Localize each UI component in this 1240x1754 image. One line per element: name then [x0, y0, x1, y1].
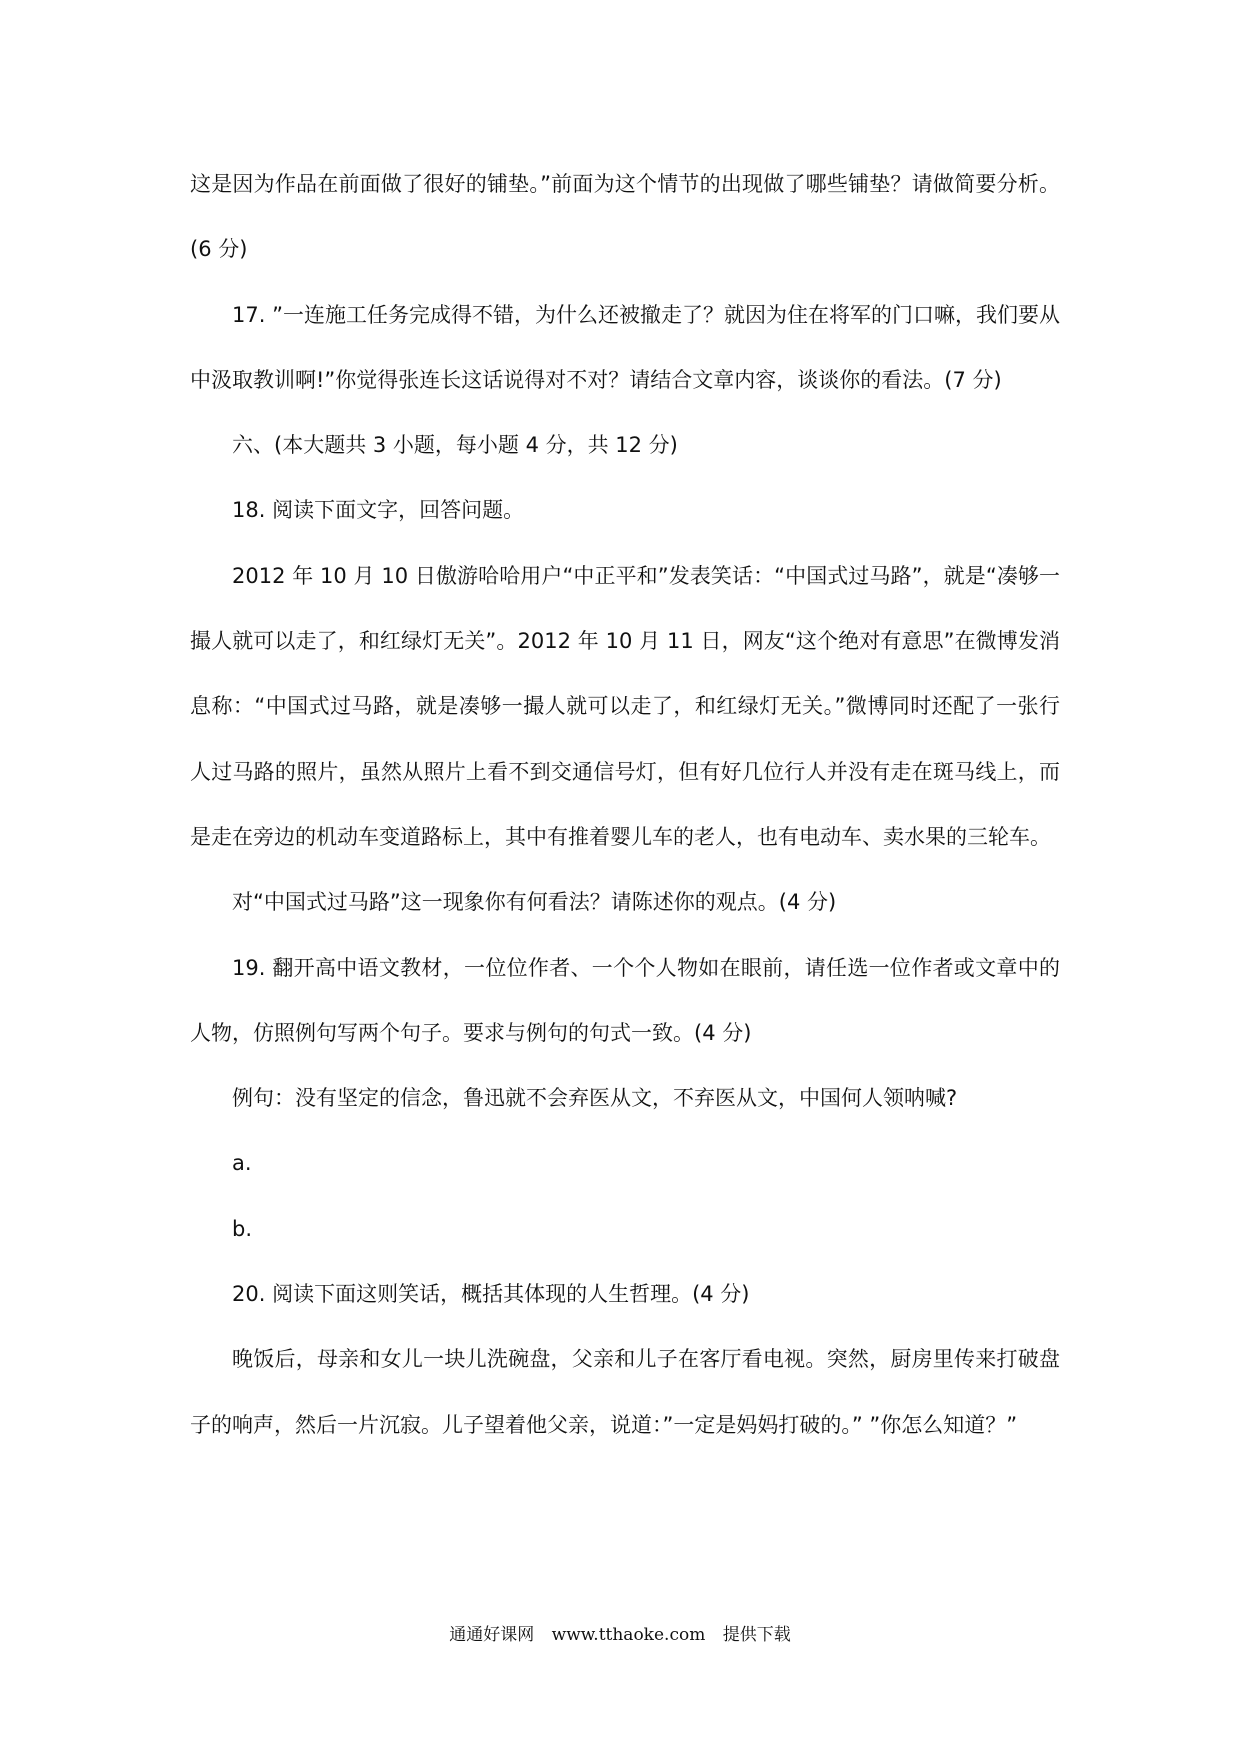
answer-line-a: a. — [232, 1151, 252, 1176]
question-20: 20. 阅读下面这则笑话，概括其体现的人生哲理。(4 分) — [232, 1282, 750, 1307]
document-body — [190, 152, 1060, 1458]
question-19: 19. 翻开高中语文教材，一位位作者、一个个人物如在眼前，请任选一位作者或文章中的人物，仿照例句写两个句子。要求与例句的句式一致。(4 分) — [190, 955, 1060, 1045]
example-sentence: 例句：没有坚定的信念，鲁迅就不会弃医从文，不弃医从文，中国何人领呐喊? — [232, 1086, 958, 1111]
paragraph-continuation: 这是因为作品在前面做了很好的铺垫。”前面为这个情节的出现做了哪些铺垫？请做简要分析。(6 分) — [190, 172, 1060, 262]
footer-note: 提供下载 — [722, 1625, 791, 1645]
footer-url: www.tthaoke.com — [551, 1625, 706, 1645]
question-18-prompt: 对“中国式过马路”这一现象你有何看法？请陈述你的观点。(4 分) — [232, 890, 837, 915]
page-footer — [0, 1620, 1240, 1645]
question-17: 17. ”一连施工任务完成得不错，为什么还被撤走了？就因为住在将军的门口嘛，我们要从中汲取教训啊!”你觉得张连长这话说得对不对？请结合文章内容，谈谈你的看法。(7 分) — [190, 302, 1060, 392]
section-heading-six: 六、(本大题共 3 小题，每小题 4 分，共 12 分) — [232, 433, 678, 458]
reading-passage: 2012 年 10 月 10 日傲游哈哈用户“中正平和”发表笑话：“中国式过马路”，就是“凑够一撮人就可以走了，和红绿灯无关”。2012 年 10 月 11 日，网友“这个绝对有意思”在微博发消息称：“中国式过马路，就是凑够一撮人就可以走了，和红绿灯无关。”微博同时还配了一张行人过马路的照片，虽然从照片上看不到交通信号灯，但有好几位行人并没有走在斑马线上，而是走在旁边的机动车变道路标上，其中有推着婴儿车的老人，也有电动车、卖水果的三轮车。 — [190, 563, 1060, 849]
footer-site-name: 通通好课网 — [449, 1625, 535, 1645]
question-18: 18. 阅读下面文字，回答问题。 — [232, 498, 525, 523]
joke-passage: 晚饭后，母亲和女儿一块儿洗碗盘，父亲和儿子在客厅看电视。突然，厨房里传来打破盘子的响声，然后一片沉寂。儿子望着他父亲，说道：”一定是妈妈打破的。” ”你怎么知道？” — [190, 1347, 1060, 1437]
answer-line-b: b. — [232, 1216, 253, 1241]
